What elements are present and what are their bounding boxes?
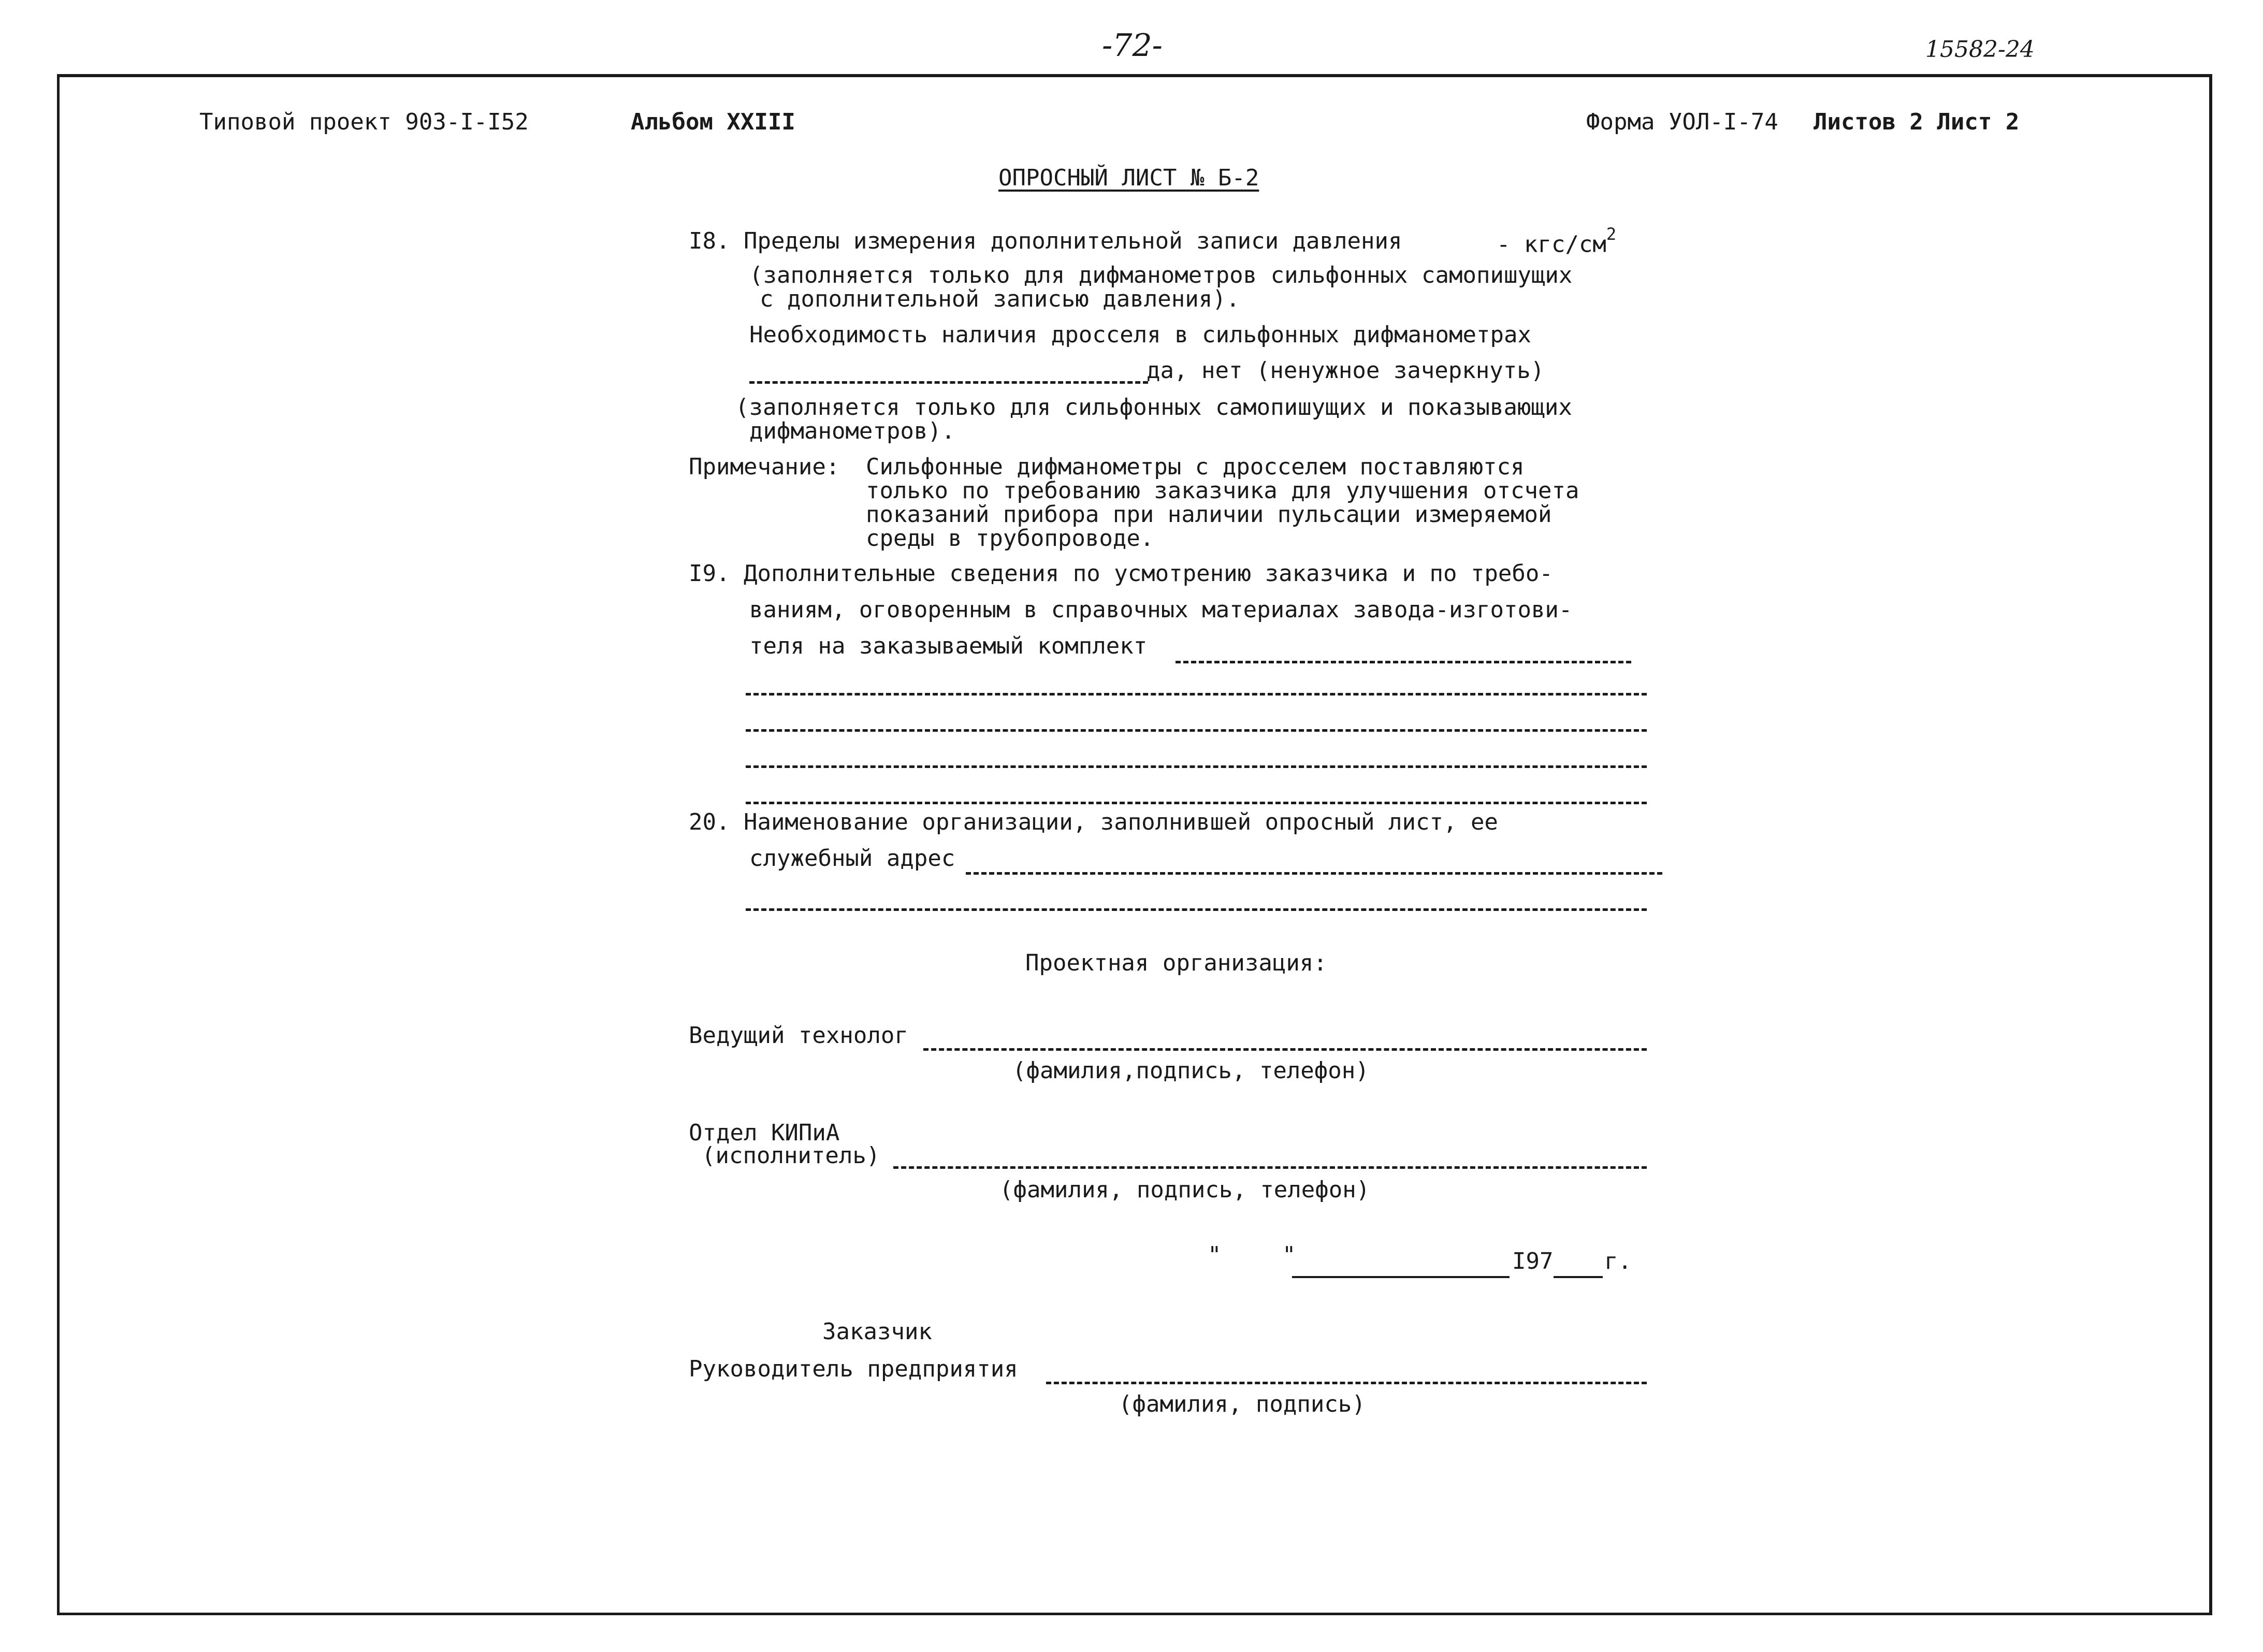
date-year-suffix: г. — [1604, 1248, 1632, 1274]
unit-text: - кгс/см — [1497, 231, 1606, 258]
department-executor-label: (исполнитель) — [702, 1142, 880, 1169]
lead-technologist-caption: (фамилия,подпись, телефон) — [1012, 1057, 1369, 1084]
item-19-fill-line[interactable] — [1176, 661, 1631, 663]
unit-superscript: 2 — [1606, 224, 1617, 244]
item-18-note: дифманометров). — [749, 418, 955, 444]
item-18-note: с дополнительной записью давления). — [760, 286, 1240, 312]
customer-heading: Заказчик — [822, 1318, 932, 1345]
page-number: -72- — [1102, 27, 1163, 64]
date-year-prefix: I97 — [1512, 1248, 1554, 1274]
unit-label — [1497, 224, 1617, 258]
throttle-answer-line[interactable] — [749, 381, 1148, 384]
page-title: ОПРОСНЫЙ ЛИСТ № Б-2 — [998, 165, 1259, 191]
remark-line: только по требованию заказчика для улучшения отсчета — [866, 477, 1579, 504]
item-19-fill-line[interactable] — [746, 765, 1647, 768]
item-20-line: служебный адрес — [749, 845, 955, 872]
item-19-line: I9. Дополнительные сведения по усмотрению заказчика и по требо- — [689, 560, 1553, 587]
date-quote-open: " — [1208, 1242, 1222, 1268]
throttle-question: Необходимость наличия дросселя в сильфонных дифманометрах — [749, 322, 1531, 348]
item-19-line: ваниям, оговоренным в справочных материалах завода-изготови- — [749, 597, 1573, 623]
item-19-line: теля на заказываемый комплект — [749, 633, 1148, 659]
remark-label: Примечание: — [689, 454, 840, 480]
department-caption: (фамилия, подпись, телефон) — [999, 1177, 1370, 1203]
sheets-label: Листов 2 Лист 2 — [1814, 109, 2020, 135]
department-label: Отдел КИПиА — [689, 1120, 840, 1146]
address-fill-line[interactable] — [966, 872, 1662, 875]
enterprise-head-label: Руководитель предприятия — [689, 1356, 1018, 1382]
item-19-fill-line[interactable] — [746, 802, 1647, 804]
date-quote-close: " — [1282, 1242, 1296, 1268]
album-label: Альбом XXIII — [631, 109, 795, 135]
date-month-line[interactable] — [1292, 1276, 1510, 1278]
remark-line: среды в трубопроводе. — [866, 525, 1154, 552]
date-year-line[interactable] — [1554, 1276, 1603, 1278]
remark-line: Сильфонные дифманометры с дросселем поставляются — [866, 454, 1525, 480]
item-18-line: I8. Пределы измерения дополнительной записи давления — [689, 228, 1402, 254]
lead-technologist-label: Ведущий технолог — [689, 1022, 908, 1049]
item-20-line: 20. Наименование организации, заполнившей опросный лист, ее — [689, 809, 1498, 835]
enterprise-head-caption: (фамилия, подпись) — [1119, 1391, 1366, 1417]
address-fill-line[interactable] — [746, 908, 1647, 911]
item-19-fill-line[interactable] — [746, 693, 1647, 695]
lead-technologist-line[interactable] — [923, 1048, 1647, 1051]
project-label: Типовой проект 903-I-I52 — [199, 109, 529, 135]
remark-line: показаний прибора при наличии пульсации измеряемой — [866, 501, 1552, 528]
item-18-note: (заполняется только для дифманометров сильфонных самопишущих — [749, 262, 1573, 288]
item-18-note: (заполняется только для сильфонных самопишущих и показывающих — [735, 394, 1572, 421]
throttle-answer-options: да, нет (ненужное зачеркнуть) — [1147, 357, 1545, 384]
department-executor-line[interactable] — [893, 1166, 1647, 1169]
sheet-code: 15582-24 — [1925, 36, 2035, 63]
item-19-fill-line[interactable] — [746, 729, 1647, 732]
form-label: Форма УОЛ-I-74 — [1586, 109, 1778, 135]
design-org-heading: Проектная организация: — [1025, 950, 1327, 976]
enterprise-head-line[interactable] — [1046, 1382, 1647, 1384]
